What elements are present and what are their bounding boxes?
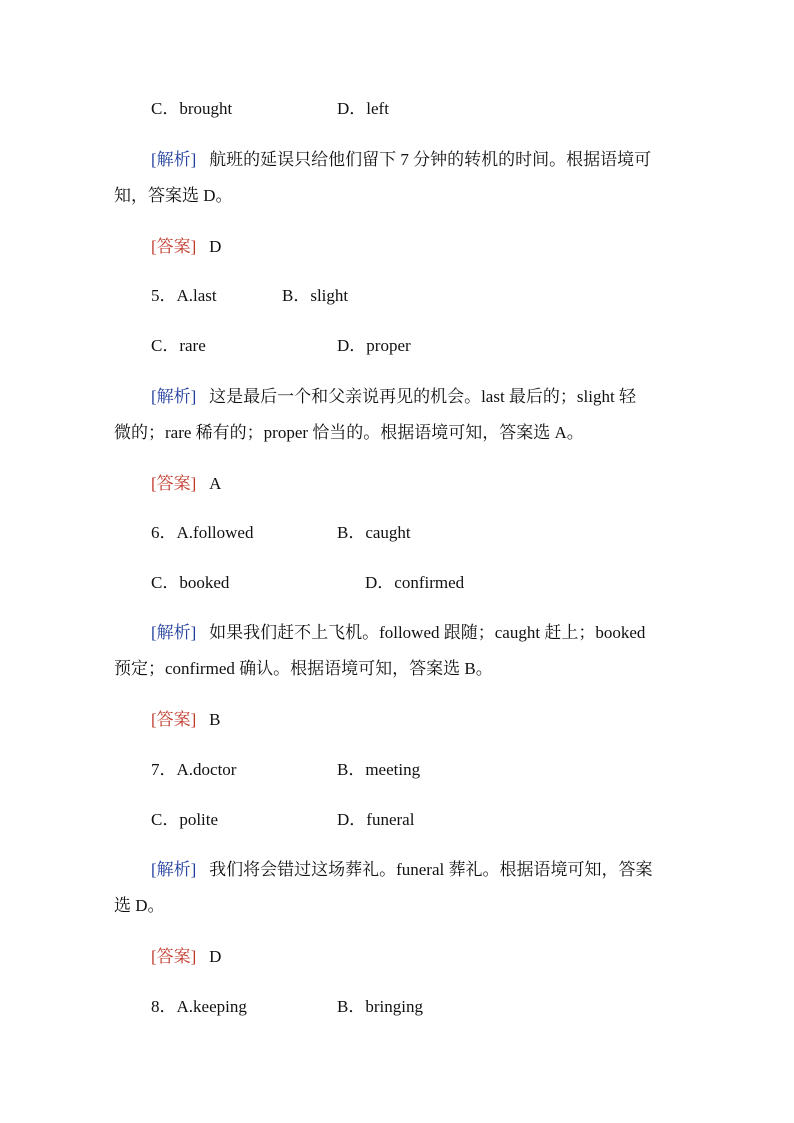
- q5-analysis-line-1: [151, 387, 636, 407]
- q7-analysis-text-1: 我们将会错过这场葬礼。funeral 葬礼。根据语境可知，答案: [209, 860, 653, 879]
- q6-answer: [151, 710, 220, 730]
- q6-option-b: B．caught: [337, 523, 411, 542]
- q5-option-b: B．slight: [282, 286, 349, 305]
- q6-analysis-text-1: 如果我们赶不上飞机。followed 跟随；caught 赶上；booked: [209, 623, 646, 642]
- q8-option-b: B．bringing: [337, 997, 423, 1016]
- q5-answer-tag: [答案]: [151, 474, 197, 493]
- q6-analysis-line-1: [151, 623, 645, 643]
- q6-answer-tag: [答案]: [151, 710, 197, 729]
- q7-analysis-text-2: 选 D。: [114, 896, 165, 915]
- q4-answer-value: D: [209, 237, 222, 256]
- q5-option-d: D．proper: [337, 336, 411, 355]
- q5-answer: [151, 474, 221, 494]
- q7-option-a: 7．A.doctor: [151, 760, 237, 779]
- q7-analysis-tag: [解析]: [151, 860, 197, 879]
- q4-answer-tag: [答案]: [151, 237, 197, 256]
- q5-analysis-text-1: 这是最后一个和父亲说再见的机会。last 最后的；slight 轻: [209, 387, 636, 406]
- q7-answer-tag: [答案]: [151, 947, 197, 966]
- q4-option-d: D．left: [337, 99, 389, 118]
- q5-answer-value: A: [209, 474, 222, 493]
- q5-analysis-text-2: 微的；rare 稀有的；proper 恰当的。根据语境可知，答案选 A。: [114, 423, 584, 442]
- q4-analysis-text-2: 知，答案选 D。: [114, 186, 233, 205]
- q6-option-d: D．confirmed: [365, 573, 465, 592]
- q7-answer: [151, 947, 221, 967]
- q4-analysis-tag: [解析]: [151, 150, 197, 169]
- q5-option-c: C．rare: [151, 336, 206, 355]
- q5-option-a: 5．A.last: [151, 286, 217, 305]
- q8-option-a: 8．A.keeping: [151, 997, 247, 1016]
- q6-option-a: 6．A.followed: [151, 523, 254, 542]
- q7-option-d: D．funeral: [337, 810, 415, 829]
- q4-analysis-line-1: [151, 150, 651, 170]
- q7-option-b: B．meeting: [337, 760, 421, 779]
- q4-answer: [151, 237, 221, 257]
- q4-analysis-text-1: 航班的延误只给他们留下 7 分钟的转机的时间。根据语境可: [209, 150, 652, 169]
- q6-analysis-text-2: 预定；confirmed 确认。根据语境可知，答案选 B。: [114, 659, 493, 678]
- q6-option-c: C．booked: [151, 573, 230, 592]
- q7-option-c: C．polite: [151, 810, 219, 829]
- q6-answer-value: B: [209, 710, 221, 729]
- q5-analysis-tag: [解析]: [151, 387, 197, 406]
- q7-analysis-line-1: [151, 860, 652, 880]
- q7-answer-value: D: [209, 947, 222, 966]
- q6-analysis-tag: [解析]: [151, 623, 197, 642]
- q4-option-c: C．brought: [151, 99, 233, 118]
